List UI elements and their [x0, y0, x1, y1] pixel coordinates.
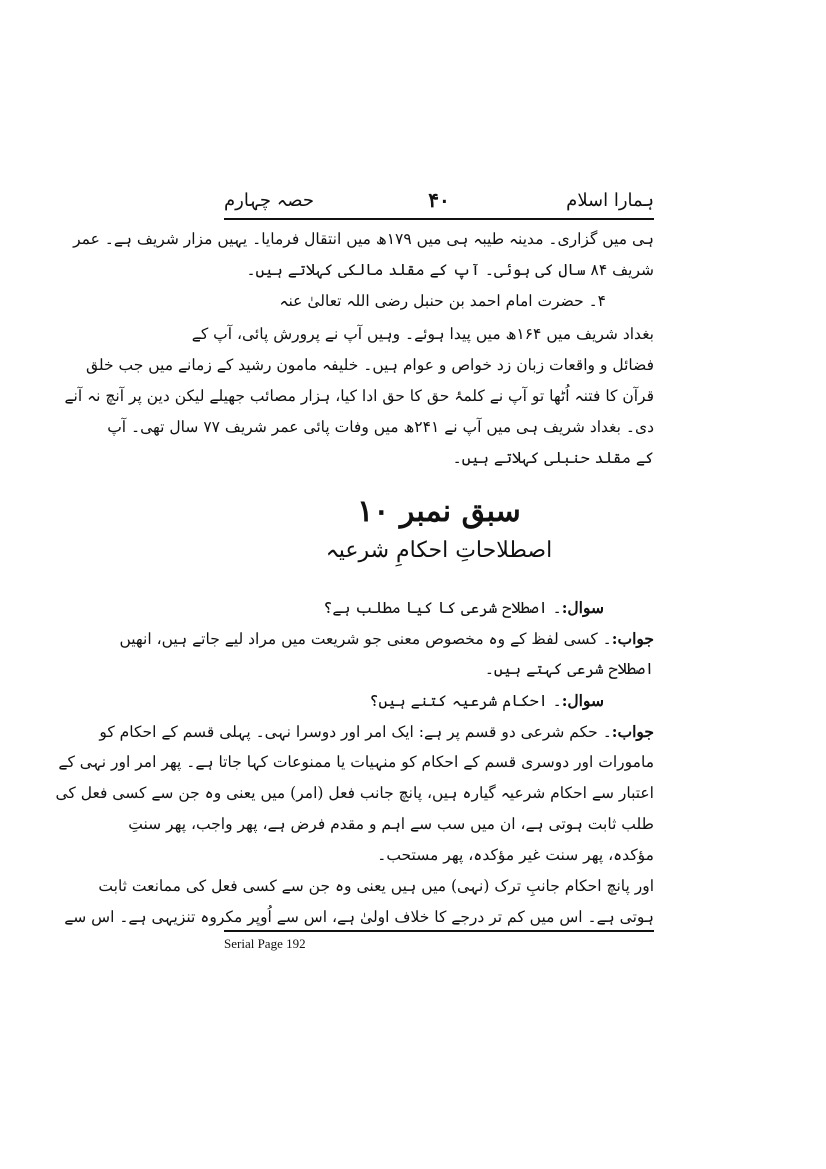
- lesson-subtitle: اصطلاحاتِ احکامِ شرعیہ: [325, 538, 553, 563]
- question-text: ۔ اصطلاح شرعی کا کیا مطلب ہے؟: [323, 599, 562, 617]
- text-line: مامورات اور دوسری قسم کے احکام کو منہیات یا ممنوعات کہا جاتا ہے۔ پھر امر اور نہی کے: [58, 753, 654, 771]
- serial-page: Serial Page 192: [224, 936, 306, 951]
- book-title: ہمارا اسلام: [566, 190, 654, 211]
- text-line: شریف ۸۴ سال کی ہوئی۔ آپ کے مقلد مالکی کہلاتے ہیں۔: [246, 261, 654, 279]
- answer-text: ۔ کسی لفظ کے وہ مخصوص معنی جو شریعت میں مراد لیے جاتے ہیں، انھیں: [119, 630, 612, 648]
- text-line: بغداد شریف میں ۱۶۴ھ میں پیدا ہوئے۔ وہیں آپ نے پرورش پائی، آپ کے: [191, 325, 654, 343]
- imam-heading: ۴۔ حضرت امام احمد بن حنبل رضی اللہ تعالیٰ عنہ: [279, 292, 606, 310]
- question-1: [224, 592, 654, 623]
- text-line: اصطلاح شرعی کہتے ہیں۔: [484, 660, 654, 678]
- lesson-title: سبق نمبر ۱۰: [357, 494, 521, 529]
- answer-2: [99, 716, 654, 747]
- page-number: ۴۰: [428, 188, 450, 212]
- answer-1: [119, 623, 654, 654]
- answer-label: جواب:: [611, 722, 654, 741]
- answer-text: ۔ حکم شرعی دو قسم پر ہے: ایک امر اور دوسرا نہی۔ پہلی قسم کے احکام کو: [99, 723, 612, 741]
- text-line: دی۔ بغداد شریف ہی میں آپ نے ۲۴۱ھ میں وفات پائی عمر شریف ۷۷ سال تھی۔ آپ: [107, 418, 654, 436]
- question-2: [224, 685, 654, 716]
- section-continuation: [64, 224, 654, 474]
- text-line: ہوتی ہے۔ اس میں کم تر درجے کا خلاف اولیٰ ہے، اس سے اُوپر مکروہ تنزیہی ہے۔ اس سے: [64, 908, 654, 926]
- part-label: حصہ چہارم: [224, 190, 314, 211]
- text-line: اعتبار سے احکام شرعیہ گیارہ ہیں، پانچ جانب فعل (امر) میں یعنی وہ جن سے کسی فعل کی: [55, 784, 654, 802]
- answer-label: جواب:: [611, 629, 654, 648]
- text-line: اور پانچ احکام جانبِ ترک (نہی) میں ہیں یعنی وہ جن سے کسی فعل کی ممانعت ثابت: [98, 877, 654, 895]
- text-line: قرآن کا فتنہ اُٹھا تو آپ نے کلمۂ حق کا حق ادا کیا، ہزار مصائب جھیلے لیکن دین پر آنچ نہ آنے: [64, 387, 654, 405]
- header-rule: [224, 218, 654, 220]
- text-line: طلب ثابت ہوتی ہے، ان میں سب سے اہم و مقدم فرض ہے، پھر واجب، پھر سنتِ: [128, 815, 654, 833]
- text-line: کے مقلد حنبلی کہلاتے ہیں۔: [452, 449, 654, 467]
- text-line: مؤکدہ، پھر سنت غیر مؤکدہ، پھر مستحب۔: [377, 846, 654, 864]
- footer-rule: [224, 930, 654, 932]
- text-line: فضائل و واقعات زبان زد خواص و عوام ہیں۔ خلیفہ مامون رشید کے زمانے میں جب خلق: [85, 356, 654, 374]
- page-header: [224, 186, 654, 216]
- question-label: سوال:: [561, 598, 604, 617]
- text-line: ہی میں گزاری۔ مدینہ طیبہ ہی میں ۱۷۹ھ میں انتقال فرمایا۔ یہیں مزار شریف ہے۔ عمر: [73, 230, 654, 248]
- question-label: سوال:: [561, 691, 604, 710]
- question-text: ۔ احکام شرعیہ کتنے ہیں؟: [369, 692, 562, 710]
- qa-section: [55, 592, 654, 933]
